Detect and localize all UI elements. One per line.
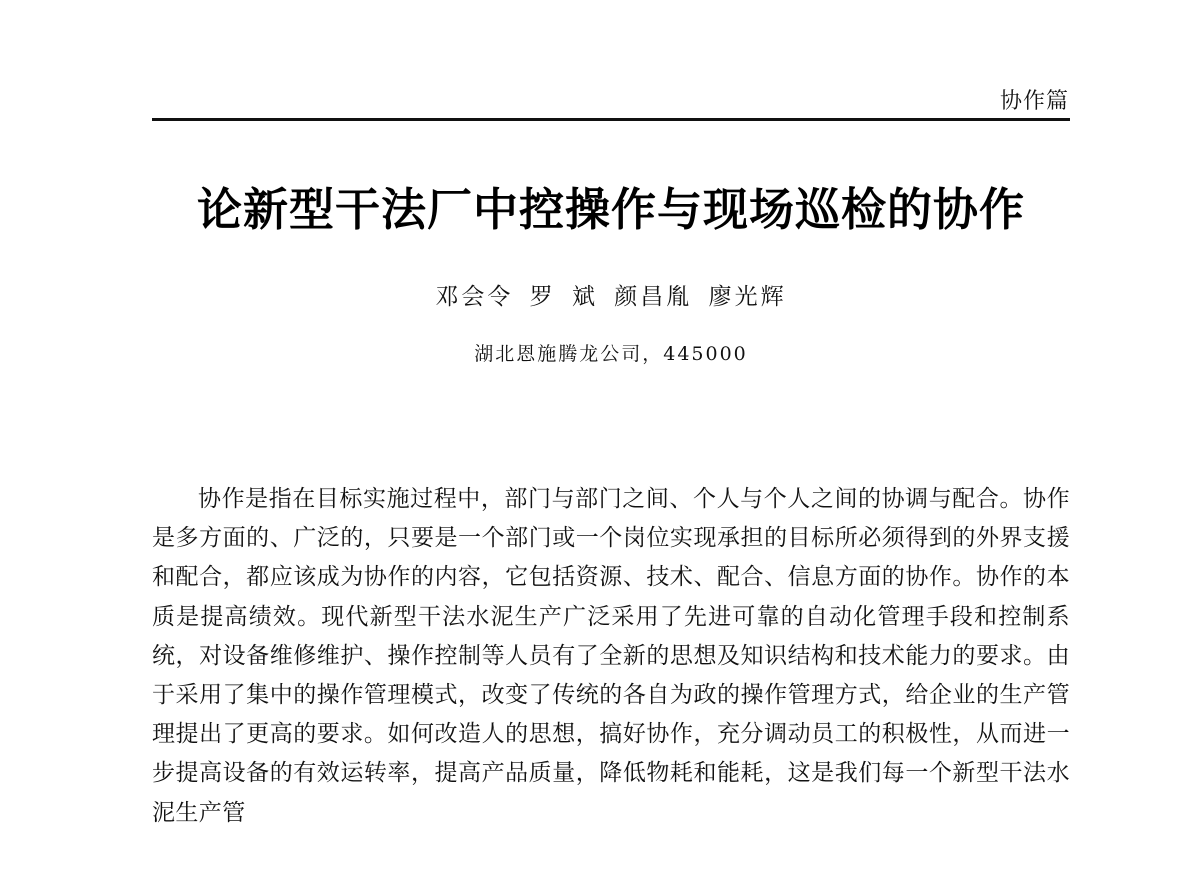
article-title: 论新型干法厂中控操作与现场巡检的协作 — [196, 183, 1025, 236]
header-divider — [152, 118, 1070, 121]
author-list: 邓会令 罗 斌 颜昌胤 廖光辉 — [435, 284, 787, 310]
section-label: 协作篇 — [999, 89, 1069, 114]
body-paragraph: 协作是指在目标实施过程中，部门与部门之间、个人与个人之间的协调与配合。协作是多方面的、广泛的，只要是一个部门或一个岗位实现承担的目标所必须得到的外界支援和配合，都应该成为协作的内容，它包括资源、技术、配合、信息方面的协作。协作的本质是提高绩效。现代新型干法水泥生产广泛采用了先进可靠的自动化管理手段和控制系统，对设备维修维护、操作控制等人员有了全新的思想及知识结构和技术能力的要求。由于采用了集中的操作管理模式，改变了传统的各自为政的操作管理方式，给企业的生产管理提出了更高的要求。如何改造人的思想，搞好协作，充分调动员工的积极性，从而进一步提高设备的有效运转率，提高产品质量，降低物耗和能耗，这是我们每一个新型干法水泥生产管 — [152, 486, 1070, 826]
author-affiliation: 湖北恩施腾龙公司，445000 — [474, 343, 748, 365]
